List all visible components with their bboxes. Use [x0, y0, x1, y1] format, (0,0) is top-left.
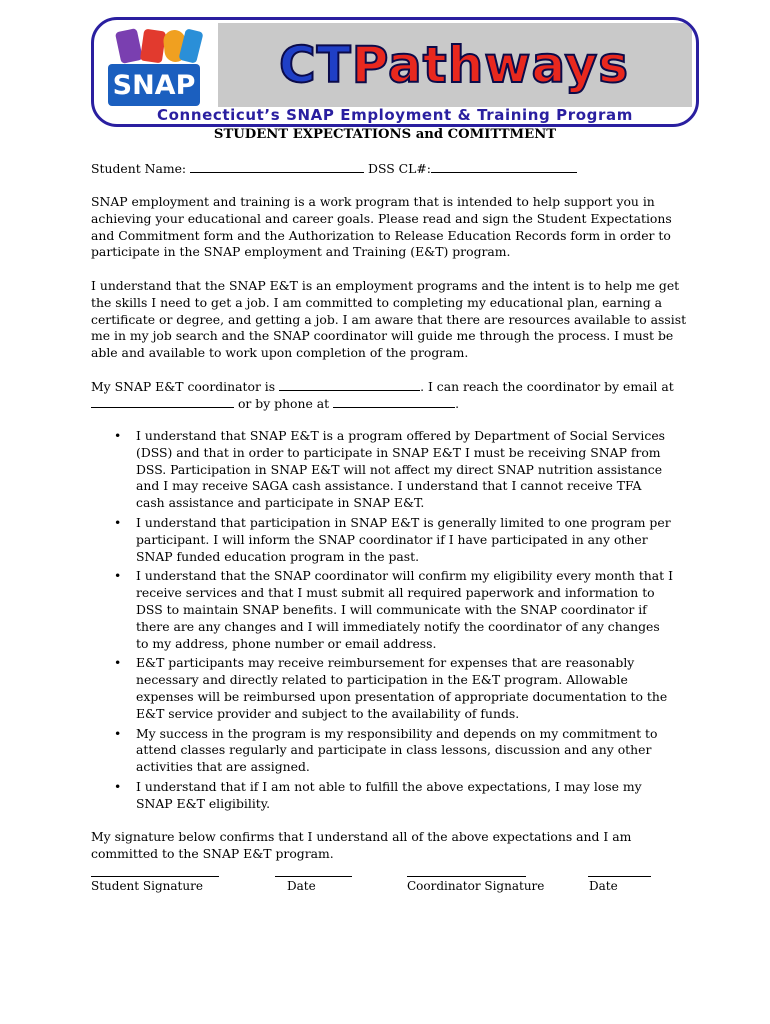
coordinator-phone-field[interactable]	[333, 396, 455, 408]
bullet-icon: •	[114, 568, 122, 584]
dss-field[interactable]	[431, 161, 577, 173]
coordinator-date-label: Date	[589, 879, 618, 893]
intro-text: SNAP employment and training is a work program that is intended to help support you in achieving your educational and career goals. Please read and sign the Student Expectations and Commitment form and the Authorization to Release Education Records form in order to participate in the SNAP employment and Training (E&T) program.	[91, 194, 672, 260]
student-name-label: Student Name:	[91, 161, 187, 176]
list-item	[114, 726, 674, 776]
coordinator-email-field[interactable]	[91, 396, 234, 408]
student-date-label: Date	[287, 879, 316, 893]
coordinator-name-field[interactable]	[279, 379, 420, 391]
coordinator-date-field[interactable]	[588, 876, 651, 877]
list-item	[114, 515, 674, 565]
decor-book-icon	[140, 29, 166, 64]
title-pathways: Pathways	[351, 36, 630, 94]
expectations-list	[114, 428, 674, 816]
student-signature-field[interactable]	[91, 876, 219, 877]
understanding-paragraph	[91, 278, 691, 362]
list-item-text: I understand that SNAP E&T is a program offered by Department of Social Services (DSS) and that in order to participate in SNAP E&T I must be receiving SNAP from DSS. Participation in SNAP E&T will not affect my direct SNAP nutrition assistance and I may receive SAGA cash assistance. I understand that I cannot receive TFA cash assistance and participate in SNAP E&T.	[136, 428, 666, 511]
bullet-icon: •	[114, 725, 122, 741]
understanding-text: I understand that the SNAP E&T is an employment programs and the intent is to help me get the skills I need to get a job. I am committed to completing my educational plan, earning a certificate or degree, and getting a job. I am aware that there are resources available to assist me in my job search and the SNAP coordinator will guide me through the process. I must be able and available to work upon completion of the program.	[91, 278, 687, 361]
bullet-icon: •	[114, 655, 122, 671]
ctpathways-banner	[91, 17, 699, 127]
banner-tagline: Connecticut’s SNAP Employment & Training Program	[157, 106, 633, 124]
coordinator-line	[91, 379, 674, 394]
dss-label: DSS CL#:	[368, 161, 431, 176]
closing-paragraph	[91, 829, 691, 863]
coordinator-signature-label: Coordinator Signature	[407, 879, 545, 893]
student-date-field[interactable]	[275, 876, 352, 877]
list-item-text: I understand that participation in SNAP E&T is generally limited to one program per participant. I will inform the SNAP coordinator if I have participated in any other SNAP funded education program in the past.	[136, 514, 671, 564]
coordinator-signature-field[interactable]	[407, 876, 526, 877]
snap-logo-box	[108, 64, 200, 106]
student-name-field[interactable]	[190, 161, 364, 173]
list-item-text: I understand that the SNAP coordinator will confirm my eligibility every month that I receive services and that I must submit all required paperwork and information to DSS to maintain SNAP benefits. I will communicate with the SNAP coordinator if there are any changes and I will immediately notify the coordinator of any changes to my address, phone number or email address.	[136, 568, 673, 651]
coordinator-email-text: . I can reach the coordinator by email at	[420, 379, 674, 394]
bullet-icon: •	[114, 514, 122, 530]
coordinator-period: .	[455, 396, 460, 411]
list-item	[114, 568, 674, 652]
title-ct: CT	[278, 36, 352, 94]
list-item	[114, 655, 674, 722]
ctpathways-title	[224, 26, 684, 104]
student-signature-label: Student Signature	[91, 879, 203, 893]
bullet-icon: •	[114, 428, 122, 443]
page-title: STUDENT EXPECTATIONS and COMITTMENT	[213, 127, 557, 142]
coordinator-prefix: My SNAP E&T coordinator is	[91, 379, 276, 394]
closing-text: My signature below confirms that I understand all of the above expectations and I am committed to the SNAP E&T program.	[91, 829, 632, 861]
coordinator-line-2	[91, 396, 459, 411]
list-item-text: E&T participants may receive reimbursement for expenses that are reasonably necessary and directly related to participation in the E&T program. Allowable expenses will be reimbursed upon presentation of appropriate documentation to the E&T service provider and subject to the availability of funds.	[136, 655, 668, 721]
list-item	[114, 428, 674, 512]
snap-logo	[104, 24, 204, 112]
list-item	[114, 779, 674, 813]
decor-apple-icon	[115, 28, 143, 64]
student-info-line	[91, 161, 577, 176]
snap-logo-text: SNAP	[112, 69, 196, 101]
intro-paragraph	[91, 194, 691, 261]
list-item-text: I understand that if I am not able to fulfill the above expectations, I may lose my SNAP E&T eligibility.	[136, 778, 642, 811]
coordinator-phone-text: or by phone at	[237, 396, 330, 411]
list-item-text: My success in the program is my responsibility and depends on my commitment to attend classes regularly and participate in class lessons, discussion and any other activities that are assigned.	[136, 725, 658, 775]
bullet-icon: •	[114, 778, 122, 794]
